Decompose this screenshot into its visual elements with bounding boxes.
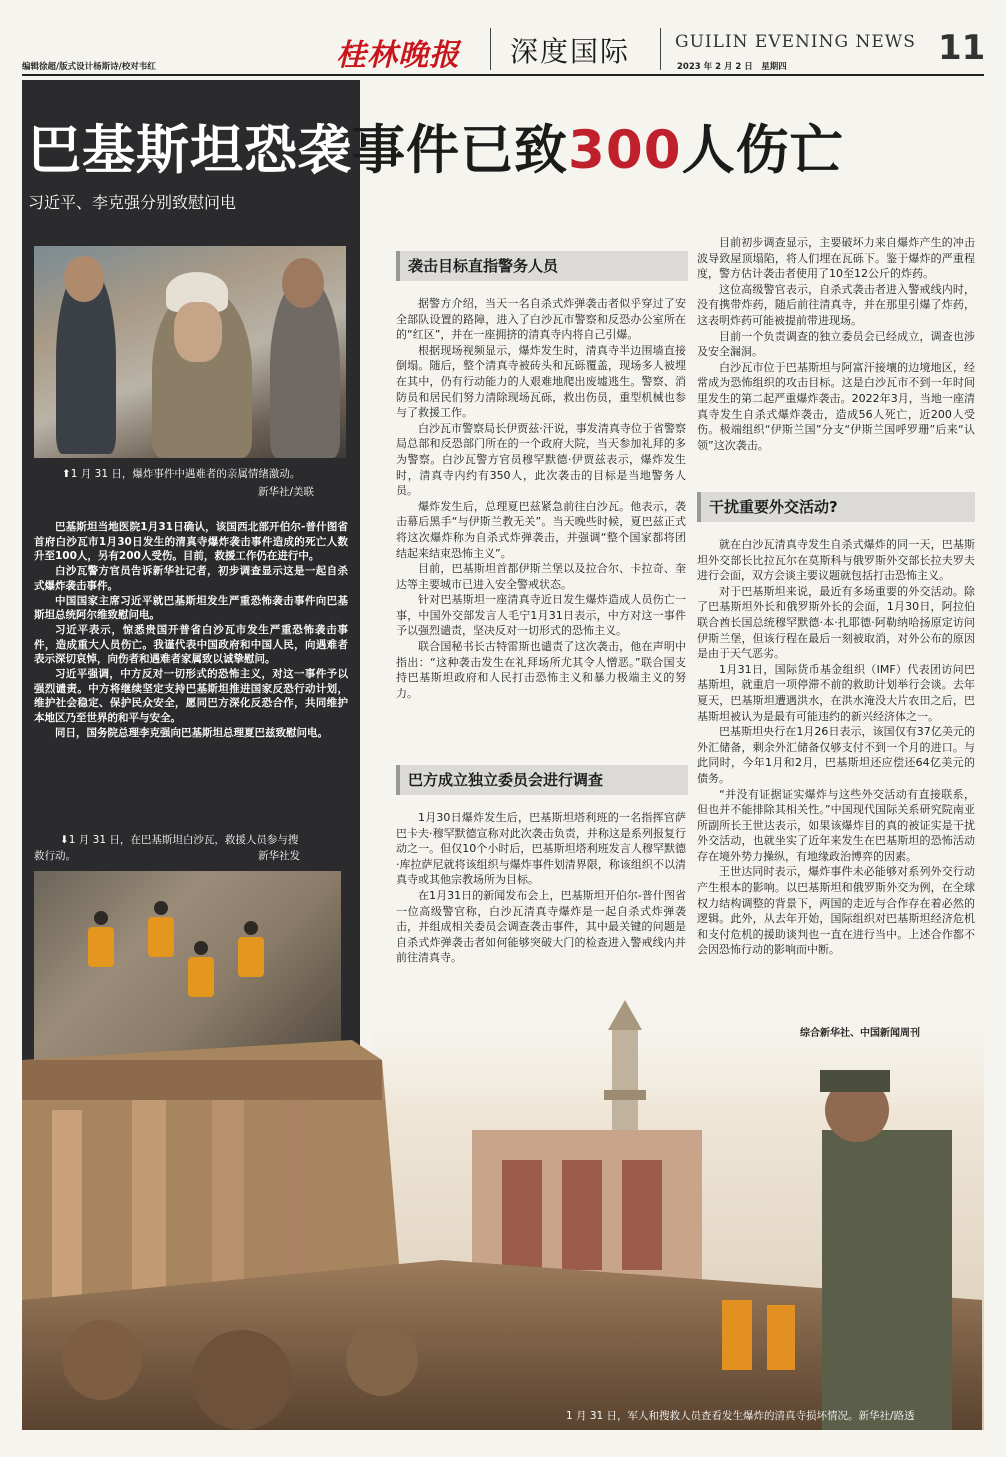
rescue-vest xyxy=(148,917,174,957)
photo2-credit: 新华社发 xyxy=(258,850,300,862)
lede-paragraph: 白沙瓦警方官员告诉新华社记者，初步调查显示这是一起自杀式爆炸袭击事件。 xyxy=(34,565,348,592)
issue-date: 2023 年 2 月 2 日 星期四 xyxy=(677,62,787,72)
person-face xyxy=(282,258,324,308)
lede-text xyxy=(34,520,348,741)
worker-head xyxy=(194,941,208,955)
person-face xyxy=(64,256,104,302)
paragraph: 目前初步调查显示，主要破坏力来自爆炸产生的冲击波导致屋顶塌陷，将人们埋在瓦砾下。鉴于爆炸的严重程度，警方估计袭击者使用了10至12公斤的炸药。 xyxy=(697,236,975,281)
photo-grieving-relatives xyxy=(34,246,346,458)
lede-paragraph: 同日，国务院总理李克强向巴基斯坦总理夏巴兹致慰问电。 xyxy=(55,726,328,739)
lede-paragraph: 习近平强调，中方反对一切形式的恐怖主义，对这一事件予以强烈谴责。中方将继续坚定支持巴基斯坦推进国家反恐行动计划，维护社会稳定、保护民众安全，愿同巴方深化反恐合作，共同维护本地区乃至世界的和平与安全。 xyxy=(34,668,348,725)
section2-body xyxy=(396,810,686,966)
paper-english-name: GUILIN EVENING NEWS xyxy=(675,32,916,52)
section-title: 深度国际 xyxy=(510,35,631,68)
rescue-vest xyxy=(188,957,214,997)
subhead-diplomacy: 干扰重要外交活动? xyxy=(697,492,975,522)
subheadline: 习近平、李克强分别致慰问电 xyxy=(28,193,237,212)
paragraph: 白沙瓦市位于巴基斯坦与阿富汗接壤的边境地区，经常成为恐怖组织的攻击目标。这是白沙瓦市不到一年时间里发生的第二起严重爆炸袭击。2022年3月，当地一座清真寺发生自杀式爆炸袭击，造成56人死亡，近200人受伤。极端组织“伊斯兰国”分支“伊斯兰国呼罗珊”后来“认领”这次袭击。 xyxy=(697,360,975,452)
paragraph: 根据现场视频显示，爆炸发生时，清真寺半边围墙直接倒塌。随后，整个清真寺被砖头和瓦砾覆盖，现场多人被埋在其中，仍有行动能力的人艰难地爬出废墟逃生。警察、消防员和居民们努力清除现场瓦砾，救出伤员，重型机械也参与了救援工作。 xyxy=(396,343,686,420)
worker-head xyxy=(154,901,168,915)
newspaper-logo: 桂林晚报 xyxy=(336,38,460,73)
paragraph: 1月31日，国际货币基金组织（IMF）代表团访问巴基斯坦，就重启一项停滞不前的救助计划举行会谈。去年夏天，巴基斯坦遭遇洪水，在洪水淹没大片农田之后，巴基斯坦被认为是最有可能违约的新兴经济体之一。 xyxy=(697,662,975,723)
paragraph: 针对巴基斯坦一座清真寺近日发生爆炸造成人员伤亡一事，中国外交部发言人毛宁1月31日表示，中方对这一事件予以强烈谴责，坚决反对一切形式的恐怖主义。 xyxy=(396,593,686,638)
page-number: 11 xyxy=(938,28,986,68)
paragraph: 在1月31日的新闻发布会上，巴基斯坦开伯尔-普什图省一位高级警官称，白沙瓦清真寺爆炸是一起自杀式炸弹袭击，并组成相关委员会调查袭击事件，其中最关键的问题是自杀式炸弹袭击者如何能够突破大门的检查进入警戒线内并前往清真寺。 xyxy=(396,888,686,965)
header-rule xyxy=(22,74,984,76)
rescue-vest xyxy=(238,937,264,977)
lede-paragraph: 中国国家主席习近平就巴基斯坦发生严重恐怖袭击事件向巴基斯坦总统阿尔维致慰问电。 xyxy=(34,594,348,622)
paragraph: 巴基斯坦央行在1月26日表示，该国仅有37亿美元的外汇储备，剩余外汇储备仅够支付不到一个月的进口。与此同时，今年1月和2月，巴基斯坦还应偿还64亿美元的债务。 xyxy=(697,725,975,785)
byline: 综合新华社、中国新闻周刊 xyxy=(800,1028,920,1039)
subhead-investigation: 巴方成立独立委员会进行调查 xyxy=(396,765,688,795)
col3-body xyxy=(697,235,975,453)
worker-head xyxy=(94,911,108,925)
photo2-caption: ⬇1 月 31 日，在巴基斯坦白沙瓦，救援人员参与搜 xyxy=(60,834,299,846)
headline-part2: 事件已致 xyxy=(352,120,568,181)
paragraph: 这位高级警官表示，自杀式袭击者进入警戒线内时，没有携带炸药，随后前往清真寺，并在那里引爆了炸药，这表明炸药可能被提前带进现场。 xyxy=(697,282,975,327)
rescue-vest xyxy=(88,927,114,967)
photo3-caption: 1 月 31 日，军人和搜救人员查看发生爆炸的清真寺损坏情况。新华社/路透 xyxy=(566,1410,915,1422)
worker-head xyxy=(244,921,258,935)
paragraph: 爆炸发生后，总理夏巴兹紧急前往白沙瓦。他表示，袭击幕后黑手“与伊斯兰教无关”。当天晚些时候，夏巴兹正式将这次爆炸称为自杀式炸弹袭击，并强调“整个国家都将团结起来结束恐怖主义”。 xyxy=(396,499,686,560)
lede-paragraph: 习近平表示，惊悉贵国开普省白沙瓦市发生严重恐怖袭击事件，造成重大人员伤亡。我谨代表中国政府和中国人民，向遇难者表示深切哀悼，向伤者和遇难者家属致以诚挚慰问。 xyxy=(34,623,348,666)
photo1-caption: ⬆1 月 31 日，爆炸事件中遇难者的亲属情绪激动。 xyxy=(62,468,301,480)
paragraph: 白沙瓦市警察局长伊贾兹·汗说，事发清真寺位于省警察局总部和反恐部门所在的一个政府大院，当天参加礼拜的多为警察。白沙瓦警方官员穆罕默德·伊贾兹表示，爆炸发生时，清真寺内约有350人，此次袭击的目标是当地警务人员。 xyxy=(396,421,686,498)
mosque-scene-illustration xyxy=(22,1000,984,1430)
paragraph: “并没有证据证实爆炸与这些外交活动有直接联系，但也并不能排除其相关性。”中国现代国际关系研究院南亚所副所长王世达表示，如果该爆炸目的真的被证实是干扰外交活动，也就坐实了近年来发生在巴基斯坦的恐怖活动存在境外势力操纵，有地缘政治博弈的因素。 xyxy=(697,787,975,863)
editor-credits: 编辑徐超/版式设计杨斯诗/校对韦红 xyxy=(22,62,156,72)
paragraph: 目前，巴基斯坦首都伊斯兰堡以及拉合尔、卡拉奇、奎达等主要城市已进入安全警戒状态。 xyxy=(396,562,686,591)
paragraph: 就在白沙瓦清真寺发生自杀式爆炸的同一天，巴基斯坦外交部长比拉瓦尔在莫斯科与俄罗斯外交部长拉夫罗夫进行会面，双方会谈主要议题就包括打击恐怖主义。 xyxy=(697,538,975,583)
paragraph: 联合国秘书长古特雷斯也谴责了这次袭击，他在声明中指出：“这种袭击发生在礼拜场所尤其令人憎恶。”联合国支持巴基斯坦政府和人民打击恐怖主义和暴力极端主义的努力。 xyxy=(396,640,686,700)
headline-part3: 人伤亡 xyxy=(681,120,844,181)
paragraph: 目前一个负责调查的独立委员会已经成立，调查也涉及安全漏洞。 xyxy=(697,329,975,359)
photo1-credit: 新华社/美联 xyxy=(258,486,315,498)
paragraph: 王世达同时表示，爆炸事件未必能够对系列外交行动产生根本的影响。以巴基斯坦和俄罗斯外交为例，在全球权力结构调整的背景下，两国的走近与合作存在着必然的逻辑。此外，从去年开始，国际组织对巴基斯坦经济危机和支付危机的援助谈判也一直在进行当中。上述合作都不会因恐怖行动的影响而中断。 xyxy=(697,865,975,957)
photo-damaged-mosque xyxy=(22,1000,984,1430)
paragraph: 1月30日爆炸发生后，巴基斯坦塔利班的一名指挥官萨巴卡夫·穆罕默德宣称对此次袭击负责，并称这是系列报复行动之一。但仅10个小时后，巴基斯坦塔利班发言人穆罕默德·库拉萨尼就将该组织与爆炸事件划清界限，称该组织不以清真寺或其他宗教场所为目标。 xyxy=(396,811,686,887)
header-divider xyxy=(490,28,491,70)
paragraph: 对于巴基斯坦来说，最近有多场重要的外交活动。除了巴基斯坦外长和俄罗斯外长的会面，1月30日，阿拉伯联合酋长国总统穆罕默德·本·扎耶德·阿勒纳哈扬原定访问伊斯兰堡，但该行程在最后一刻被取消，对外公布的原因是由于天气恶劣。 xyxy=(697,584,975,661)
lede-paragraph: 巴基斯坦当地医院1月31日确认，该国西北部开伯尔-普什图省首府白沙瓦市1月30日发生的清真寺爆炸袭击事件造成的死亡人数升至100人，另有200人受伤。目前，救援工作仍在进行中。 xyxy=(34,521,348,563)
headline-number: 300 xyxy=(568,120,682,181)
headline-part1: 巴基斯坦恐袭 xyxy=(28,120,352,181)
headline xyxy=(28,108,844,184)
section1-body xyxy=(396,296,686,701)
elder-face xyxy=(174,302,222,362)
subhead-targets: 袭击目标直指警务人员 xyxy=(396,251,688,281)
paragraph: 据警方介绍，当天一名自杀式炸弹袭击者似乎穿过了安全部队设置的路障，进入了白沙瓦市警察和反恐办公室所在的“红区”，并在一座拥挤的清真寺内将自己引爆。 xyxy=(396,297,686,342)
header-divider xyxy=(660,28,661,70)
section3-body xyxy=(697,537,975,958)
photo2-caption-cont: 救行动。 xyxy=(34,850,76,862)
